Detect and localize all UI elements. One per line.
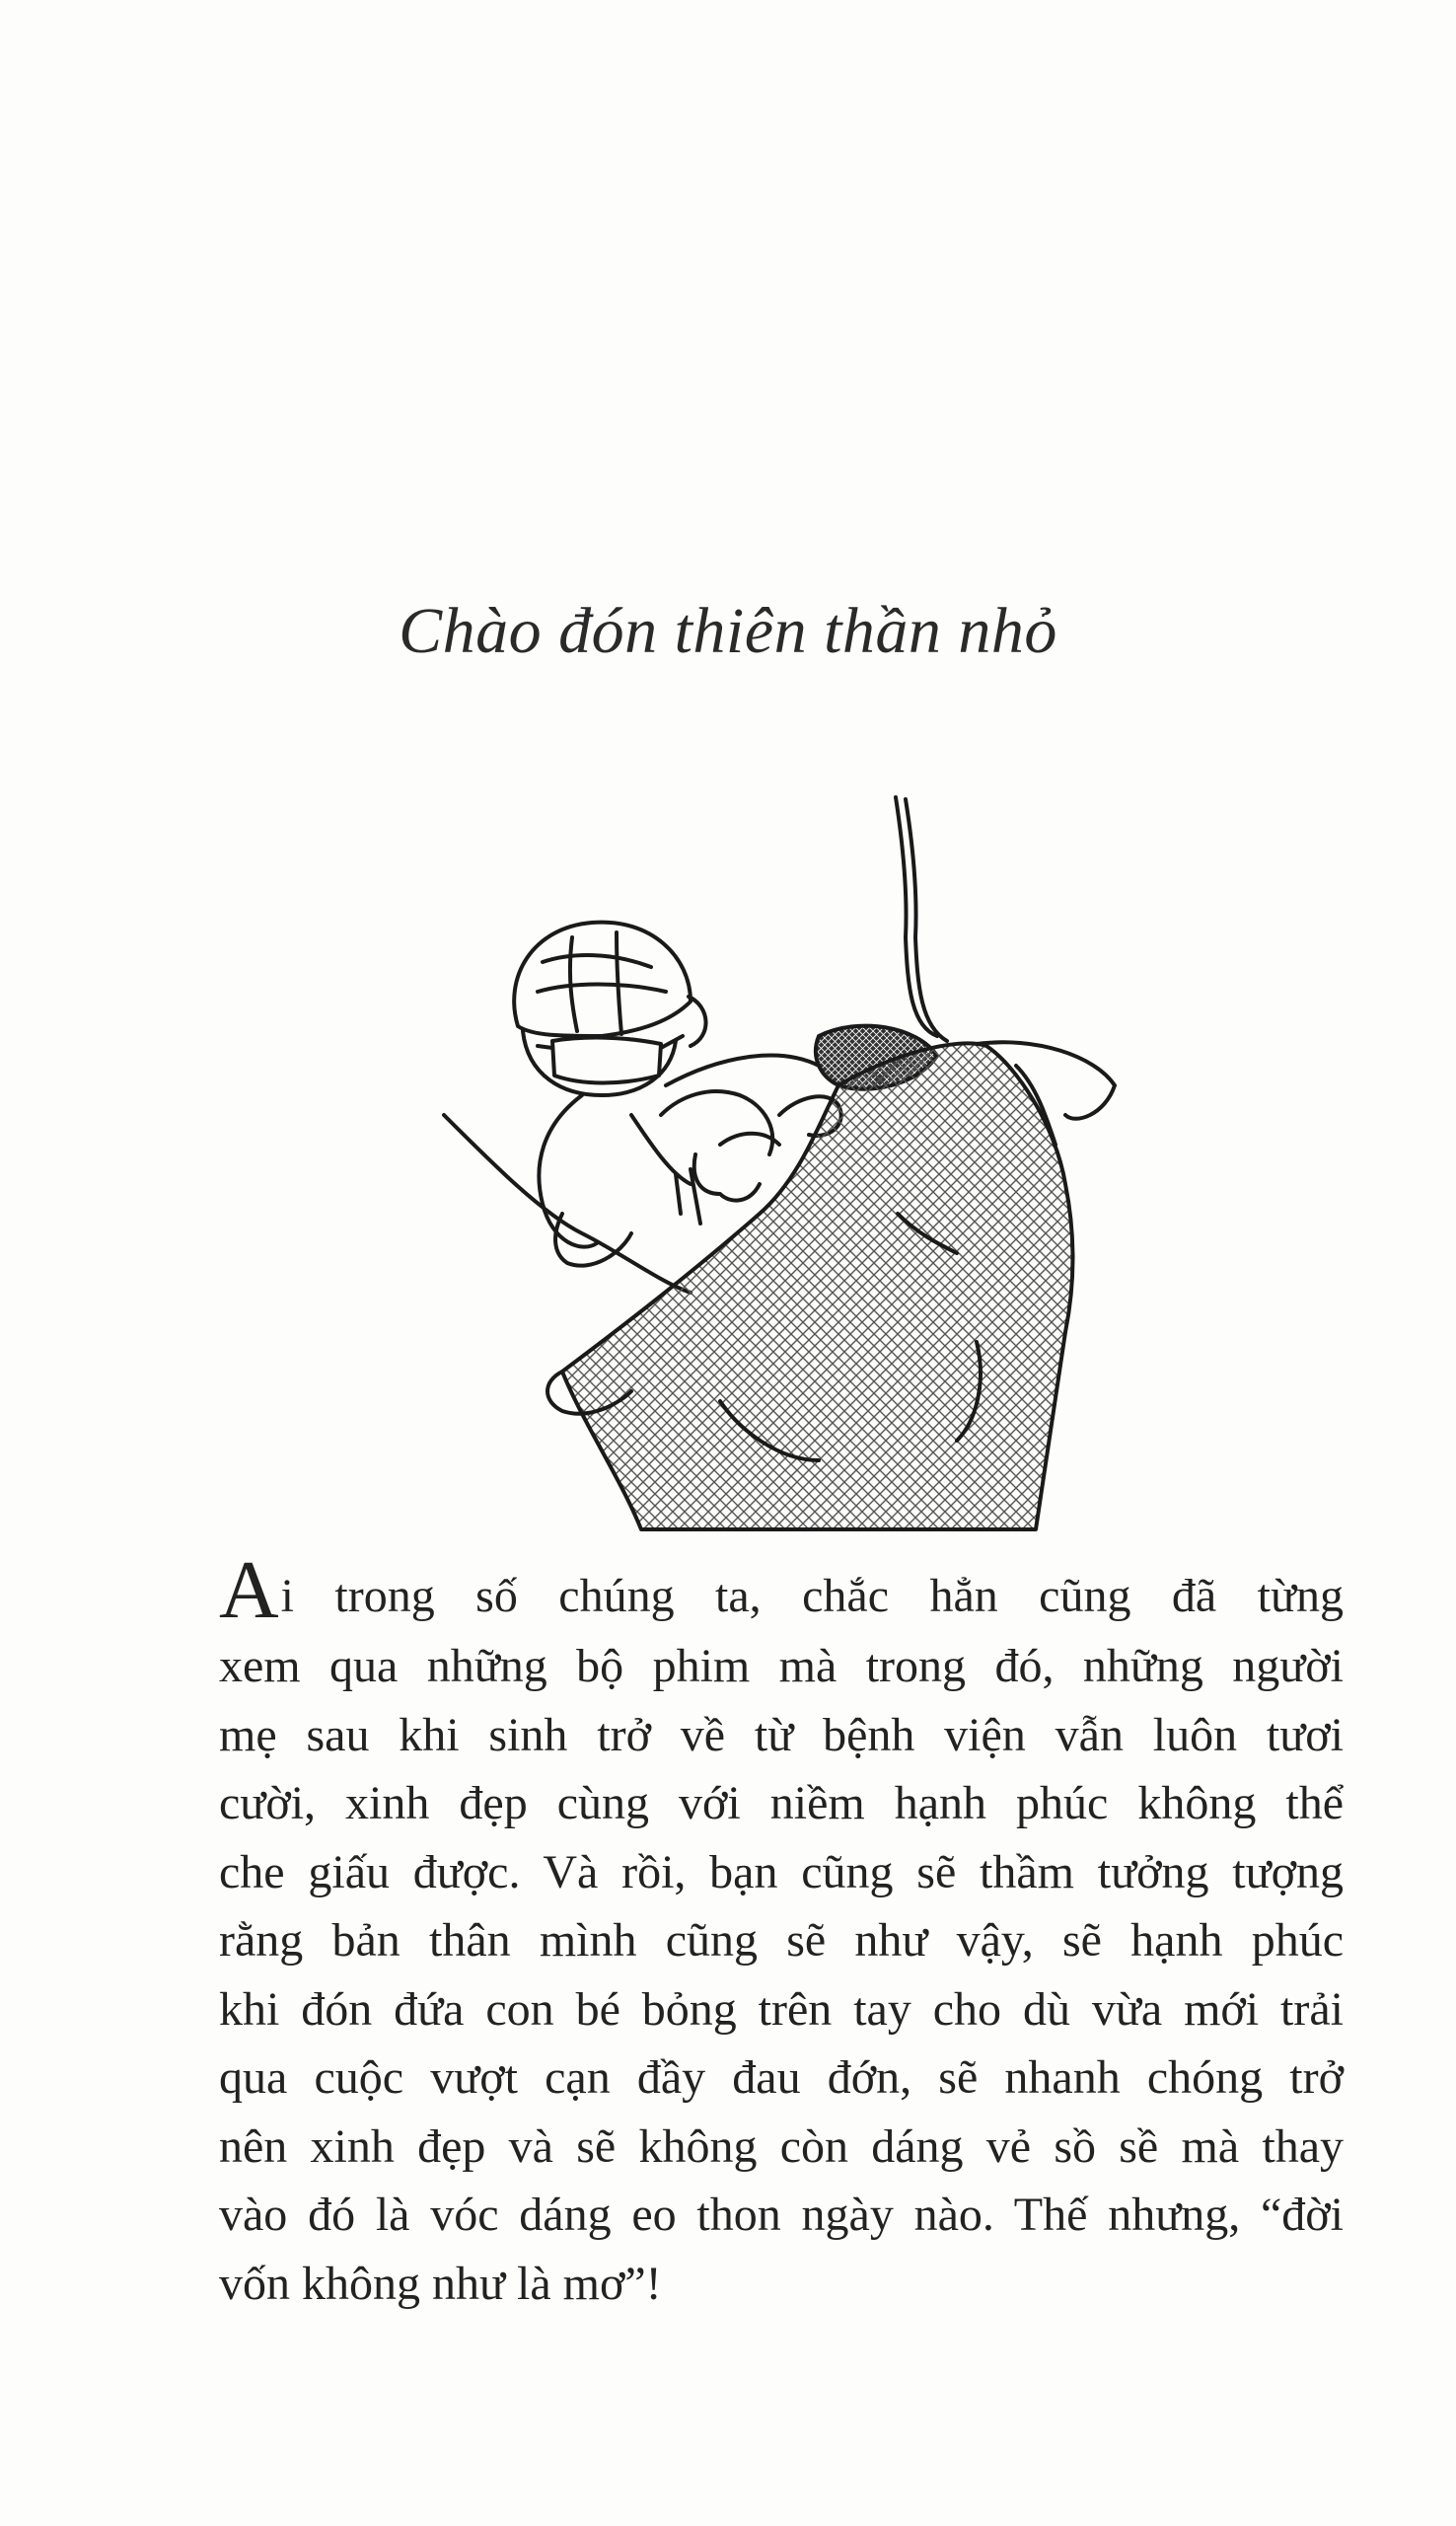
paragraph-line: vào đó là vóc dáng eo thon ngày nào. Thế nhưng, “đời <box>219 2189 1344 2241</box>
body-paragraph <box>219 1544 1344 2318</box>
drop-cap: A <box>219 1544 279 1636</box>
paragraph-line: xem qua những bộ phim mà trong đó, những người <box>219 1640 1344 1692</box>
paragraph-line: cười, xinh đẹp cùng với niềm hạnh phúc không thể <box>219 1777 1344 1829</box>
paragraph-line: nên xinh đẹp và sẽ không còn dáng vẻ sồ sề mà thay <box>219 2119 1344 2173</box>
paragraph-line: rằng bản thân mình cũng sẽ như vậy, sẽ hạnh phúc <box>219 1914 1344 1967</box>
paragraph-line: khi đón đứa con bé bỏng trên tay cho dù vừa mới trải <box>219 1982 1344 2036</box>
paragraph-line: mẹ sau khi sinh trở về từ bệnh viện vẫn luôn tươi <box>219 1708 1344 1761</box>
paragraph-line: qua cuộc vượt cạn đầy đau đớn, sẽ nhanh chóng trở <box>219 2051 1344 2104</box>
paragraph-line <box>219 1544 1344 1636</box>
chapter-title: Chào đón thiên thần nhỏ <box>399 595 1057 667</box>
mother-newborn-illustration <box>424 789 1154 1539</box>
paragraph-line-text: i trong số chúng ta, chắc hẳn cũng đã từng <box>280 1570 1344 1622</box>
paragraph-line: che giấu được. Và rồi, bạn cũng sẽ thầm tưởng tượng <box>219 1845 1344 1898</box>
paragraph-line: vốn không như là mơ”! <box>219 2257 662 2310</box>
